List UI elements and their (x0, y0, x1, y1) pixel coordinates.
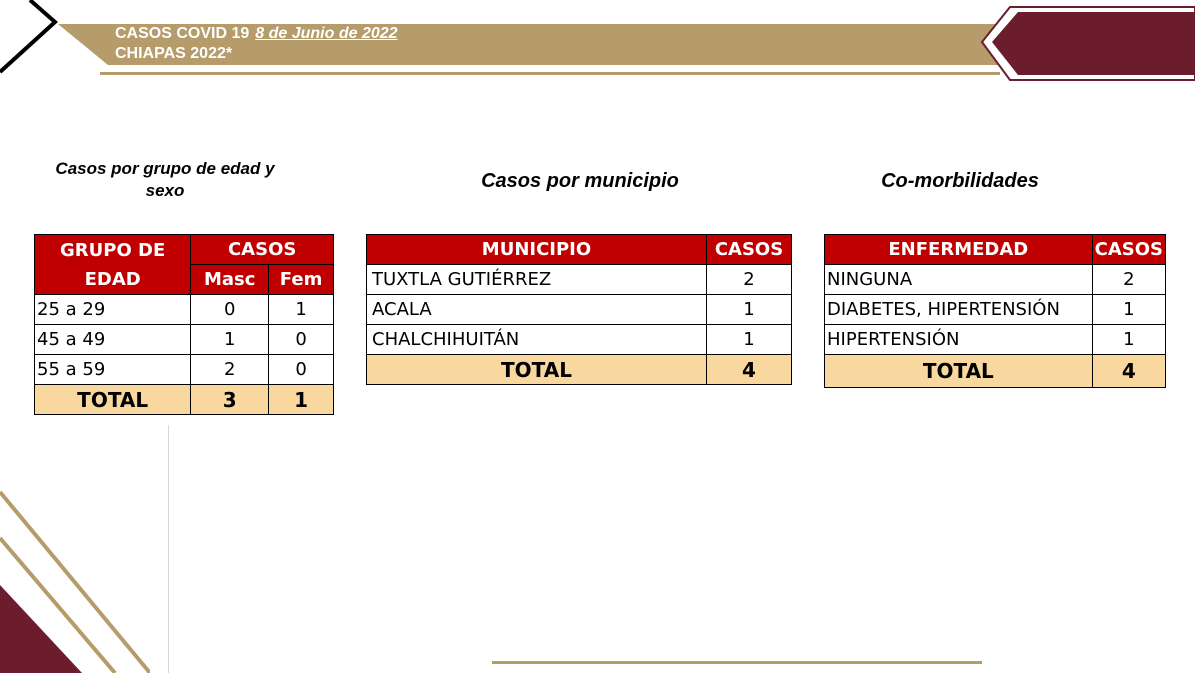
header-date: 8 de Junio de 2022 (255, 25, 398, 42)
municipality-section-title: Casos por municipio (481, 170, 679, 192)
bottom-gold-line (492, 661, 982, 664)
age-title-line1: Casos por grupo de edad y (55, 159, 275, 178)
cases-cell: 1 (1092, 295, 1165, 325)
age-group-header-line2: EDAD (84, 268, 141, 290)
cases-cell: 2 (707, 265, 792, 295)
municipality-header: MUNICIPIO (367, 235, 707, 265)
cases-header: CASOS (1092, 235, 1165, 265)
table-row (367, 265, 792, 295)
table-row (35, 355, 334, 385)
age-title-line2: sexo (145, 181, 185, 200)
total-female: 1 (269, 385, 334, 415)
comorbidity-section-title: Co-morbilidades (881, 170, 1039, 192)
male-cell: 0 (191, 295, 269, 325)
total-row (367, 355, 792, 385)
total-row (35, 385, 334, 415)
municipality-table (366, 234, 792, 385)
table-row (367, 325, 792, 355)
age-group-header (35, 235, 191, 295)
header-subtitle: CHIAPAS 2022* (115, 45, 233, 62)
male-cell: 1 (191, 325, 269, 355)
table-header-row (825, 235, 1166, 265)
corner-chevron-decoration (0, 0, 70, 80)
table-row (367, 295, 792, 325)
total-label: TOTAL (367, 355, 707, 385)
municipality-cell: TUXTLA GUTIÉRREZ (367, 265, 707, 295)
total-cases: 4 (707, 355, 792, 385)
total-cases: 4 (1092, 355, 1165, 388)
table-row (35, 295, 334, 325)
municipality-cell: CHALCHIHUITÁN (367, 325, 707, 355)
table-header-row (367, 235, 792, 265)
header-underline (100, 72, 1000, 75)
table-row (825, 295, 1166, 325)
header-title-line (115, 24, 398, 44)
disease-cell: DIABETES, HIPERTENSIÓN (825, 295, 1093, 325)
age-sex-table (34, 234, 334, 415)
disease-header: ENFERMEDAD (825, 235, 1093, 265)
age-group-header-line1: GRUPO DE (60, 239, 166, 261)
corner-tag-decoration (980, 0, 1195, 85)
cases-header: CASOS (191, 235, 334, 265)
total-label: TOTAL (35, 385, 191, 415)
comorbidity-table (824, 234, 1166, 388)
disease-cell: HIPERTENSIÓN (825, 325, 1093, 355)
table-header-row (35, 235, 334, 265)
female-cell: 0 (269, 355, 334, 385)
header-text (115, 24, 398, 64)
table-row (35, 325, 334, 355)
municipality-cell: ACALA (367, 295, 707, 325)
table-row (825, 325, 1166, 355)
age-group-cell: 55 a 59 (35, 355, 191, 385)
male-header: Masc (191, 265, 269, 295)
table-row (825, 265, 1166, 295)
bottom-left-decoration (0, 480, 150, 673)
cases-cell: 1 (707, 295, 792, 325)
cases-header: CASOS (707, 235, 792, 265)
total-row (825, 355, 1166, 388)
total-male: 3 (191, 385, 269, 415)
disease-cell: NINGUNA (825, 265, 1093, 295)
total-label: TOTAL (825, 355, 1093, 388)
vertical-divider (168, 425, 169, 673)
cases-cell: 1 (1092, 325, 1165, 355)
cases-cell: 2 (1092, 265, 1165, 295)
female-cell: 1 (269, 295, 334, 325)
male-cell: 2 (191, 355, 269, 385)
female-header: Fem (269, 265, 334, 295)
female-cell: 0 (269, 325, 334, 355)
header-title: CASOS COVID 19 (115, 25, 250, 42)
age-section-title (20, 158, 310, 202)
age-group-cell: 45 a 49 (35, 325, 191, 355)
age-group-cell: 25 a 29 (35, 295, 191, 325)
cases-cell: 1 (707, 325, 792, 355)
